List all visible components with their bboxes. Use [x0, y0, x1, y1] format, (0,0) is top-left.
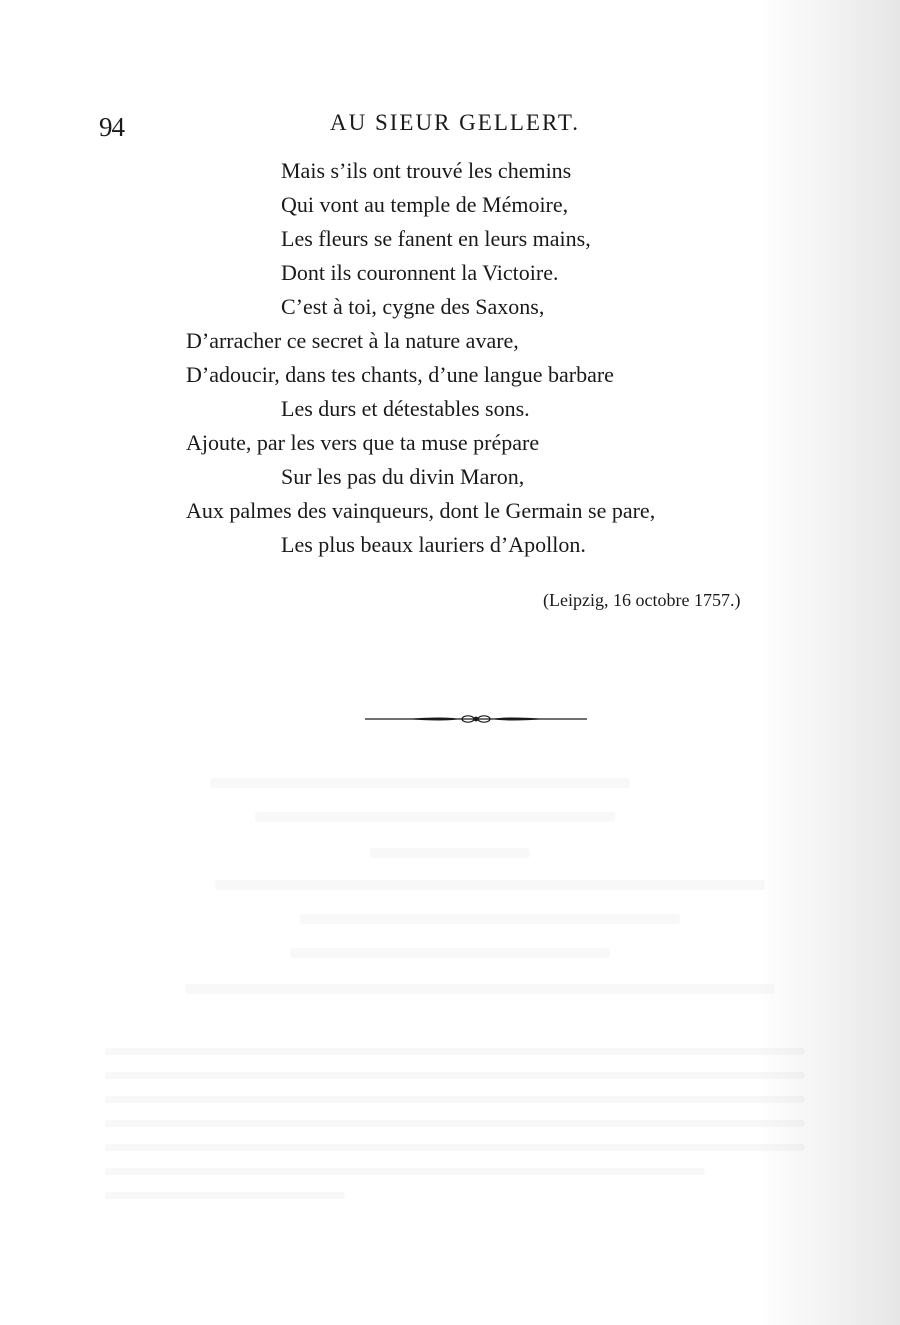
poem-line: D’arracher ce secret à la nature avare,: [186, 328, 519, 353]
poem-line: Aux palmes des vainqueurs, dont le Germain se pare,: [186, 498, 656, 523]
poem-line: Les fleurs se fanent en leurs mains,: [281, 226, 591, 251]
poem-line: C’est à toi, cygne des Saxons,: [281, 294, 545, 319]
poem-line: D’adoucir, dans tes chants, d’une langue barbare: [186, 362, 614, 387]
poem-line: Dont ils couronnent la Victoire.: [281, 260, 559, 285]
poem-line: Qui vont au temple de Mémoire,: [281, 192, 569, 217]
poem-line: Les plus beaux lauriers d’Apollon.: [281, 532, 586, 557]
poem-line: Sur les pas du divin Maron,: [281, 464, 525, 489]
running-head: AU SIEUR GELLERT.: [330, 110, 581, 135]
page-number: 94: [99, 112, 124, 142]
ornament-divider-icon: [365, 712, 587, 726]
place-date-signature: (Leipzig, 16 octobre 1757.): [543, 590, 741, 610]
poem-line: Les durs et détestables sons.: [281, 396, 530, 421]
poem-line: Ajoute, par les vers que ta muse prépare: [186, 430, 540, 455]
poem-line: Mais s’ils ont trouvé les chemins: [281, 158, 572, 183]
